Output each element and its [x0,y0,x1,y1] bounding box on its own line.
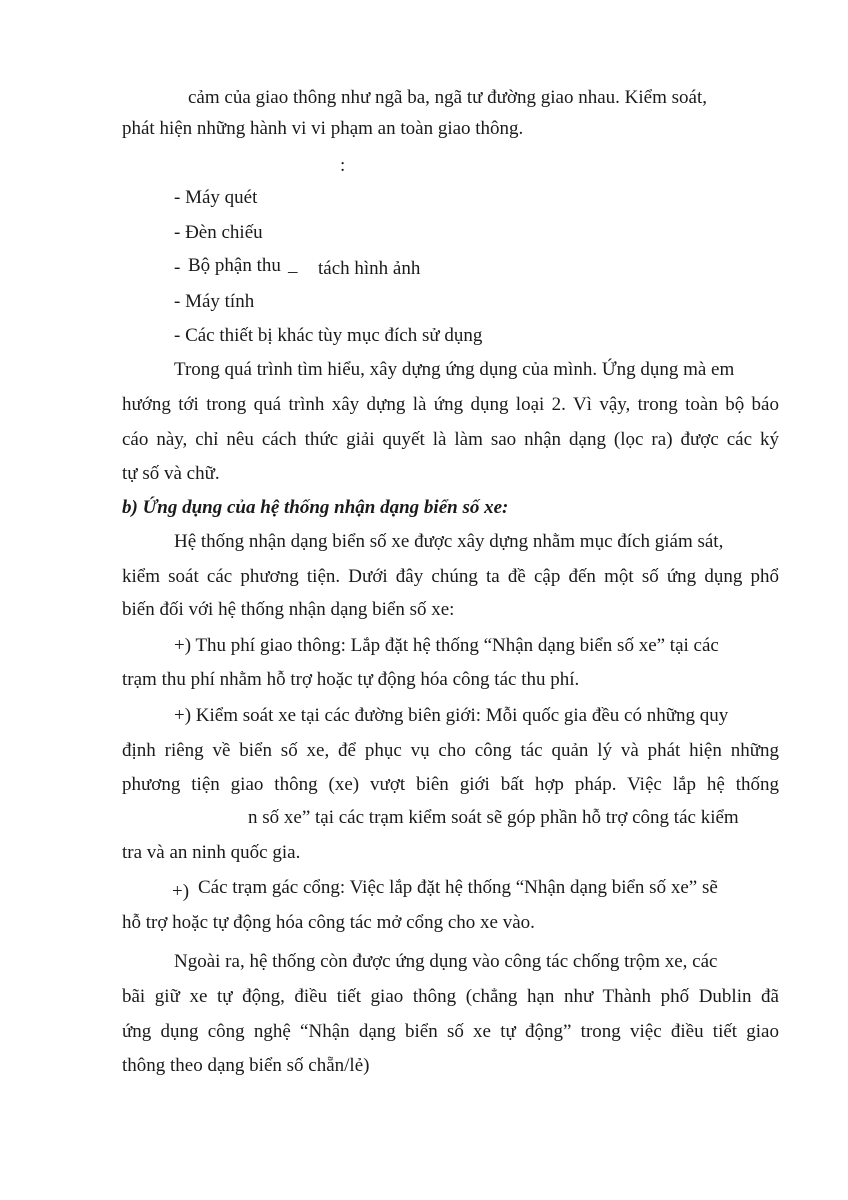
para3-line1: Hệ thống nhận dạng biển số xe được xây dựng nhằm mục đích giám sát, [174,531,724,552]
para3-line2: kiểm soát các phương tiện. Dưới đây chúng ta đề cập đến một số ứng dụng phổ [122,566,779,587]
equipment-item-other: - Các thiết bị khác tùy mục đích sử dụng [174,325,483,346]
equipment-item-projector: - Đèn chiếu [174,222,263,243]
para3-line3: biến đối với hệ thống nhận dạng biển số xe: [122,599,455,620]
equipment-item-computer: - Máy tính [174,291,255,312]
equipment-item-image-unit-part-b: tách hình ảnh [318,258,421,279]
gate-item-marker: +) [172,881,190,902]
section-heading-b: b) Ứng dụng của hệ thống nhận dạng biển số xe: [122,497,509,518]
gate-item-line2: hỗ trợ hoặc tự động hóa công tác mở cổng cho xe vào. [122,912,535,933]
equipment-item-image-unit-dash2: – [288,261,298,282]
toll-item-line1: +) Thu phí giao thông: Lắp đặt hệ thống “Nhận dạng biển số xe” tại các [174,635,719,656]
equipment-item-scanner: - Máy quét [174,187,258,208]
border-item-line4: n số xe” tại các trạm kiểm soát sẽ góp phần hỗ trợ công tác kiểm [248,807,739,828]
para4-line4: thông theo dạng biển số chẵn/lẻ) [122,1055,370,1076]
equipment-item-image-unit-part-a: Bộ phận thu [188,255,281,276]
border-item-line2: định riêng về biển số xe, để phục vụ cho công tác quản lý và phát hiện những [122,740,779,761]
para4-line2: bãi giữ xe tự động, điều tiết giao thông (chẳng hạn như Thành phố Dublin đã [122,986,779,1007]
para1-line2: phát hiện những hành vi vi phạm an toàn giao thông. [122,118,524,139]
para2-line3: cáo này, chỉ nêu cách thức giải quyết là làm sao nhận dạng (lọc ra) được các ký [122,429,779,450]
colon-mark: : [340,155,346,176]
para2-line2: hướng tới trong quá trình xây dựng là ứng dụng loại 2. Vì vậy, trong toàn bộ báo [122,394,779,415]
para2-line4: tự số và chữ. [122,463,220,484]
border-item-line1: +) Kiểm soát xe tại các đường biên giới: Mỗi quốc gia đều có những quy [174,705,729,726]
equipment-item-image-unit-dash: - [174,257,181,278]
para4-line3: ứng dụng công nghệ “Nhận dạng biển số xe tự động” trong việc điều tiết giao [122,1021,779,1042]
border-item-line5: tra và an ninh quốc gia. [122,842,301,863]
border-item-line3: phương tiện giao thông (xe) vượt biên giới bất hợp pháp. Việc lắp hệ thống [122,774,779,795]
toll-item-line2: trạm thu phí nhằm hỗ trợ hoặc tự động hóa công tác thu phí. [122,669,580,690]
gate-item-line1: Các trạm gác cổng: Việc lắp đặt hệ thống “Nhận dạng biển số xe” sẽ [198,877,718,898]
para4-line1: Ngoài ra, hệ thống còn được ứng dụng vào công tác chống trộm xe, các [174,951,718,972]
para2-line1: Trong quá trình tìm hiểu, xây dựng ứng dụng của mình. Ứng dụng mà em [174,359,735,380]
para1-line1: cảm của giao thông như ngã ba, ngã tư đường giao nhau. Kiểm soát, [188,87,707,108]
